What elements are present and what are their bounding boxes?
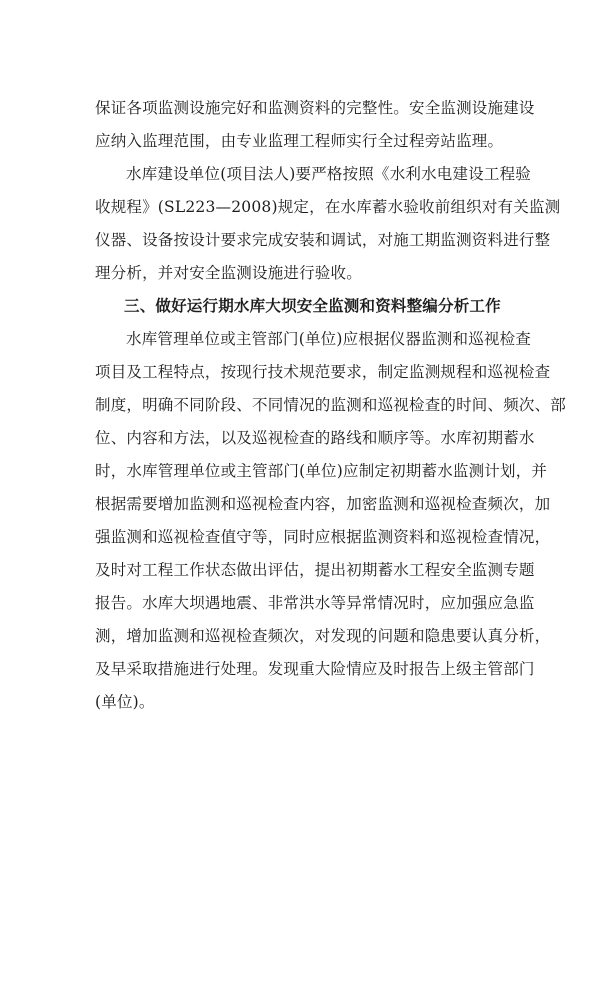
body-text-line: 水库建设单位(项目法人)要严格按照《水利水电建设工程验: [126, 165, 531, 183]
body-text-line: (单位)。: [95, 693, 155, 711]
section-heading: 三、做好运行期水库大坝安全监测和资料整编分析工作: [124, 296, 501, 315]
body-text-line: 及时对工程工作状态做出评估，提出初期蓄水工程安全监测专题: [95, 561, 535, 579]
body-text-line: 仪器、设备按设计要求完成安装和调试，对施工期监测资料进行整: [95, 231, 551, 249]
body-text-line: 时，水库管理单位或主管部门(单位)应制定初期蓄水监测计划，并: [95, 462, 548, 480]
body-text-line: 根据需要增加监测和巡视检查内容，加密监测和巡视检查频次，加: [95, 495, 551, 513]
body-text-line: 保证各项监测设施完好和监测资料的完整性。安全监测设施建设: [95, 99, 535, 117]
body-text-line: 位、内容和方法，以及巡视检查的路线和顺序等。水库初期蓄水: [95, 429, 535, 447]
body-text-line: 制度，明确不同阶段、不同情况的监测和巡视检查的时间、频次、部: [95, 396, 567, 414]
body-text-line: 水库管理单位或主管部门(单位)应根据仪器监测和巡视检查: [126, 330, 531, 348]
body-text-line: 收规程》(SL223—2008)规定，在水库蓄水验收前组织对有关监测: [95, 198, 561, 216]
body-text-line: 及早采取措施进行处理。发现重大险情应及时报告上级主管部门: [95, 660, 535, 678]
body-text-line: 报告。水库大坝遇地震、非常洪水等异常情况时，应加强应急监: [95, 594, 535, 612]
body-text-line: 强监测和巡视检查值守等，同时应根据监测资料和巡视检查情况，: [95, 528, 551, 546]
body-text-line: 理分析，并对安全监测设施进行验收。: [95, 264, 362, 282]
body-text-line: 项目及工程特点，按现行技术规范要求，制定监测规程和巡视检查: [95, 363, 551, 381]
body-text-line: 应纳入监理范围，由专业监理工程师实行全过程旁站监理。: [95, 132, 504, 150]
body-text-line: 测，增加监测和巡视检查频次，对发现的问题和隐患要认真分析，: [95, 627, 551, 645]
